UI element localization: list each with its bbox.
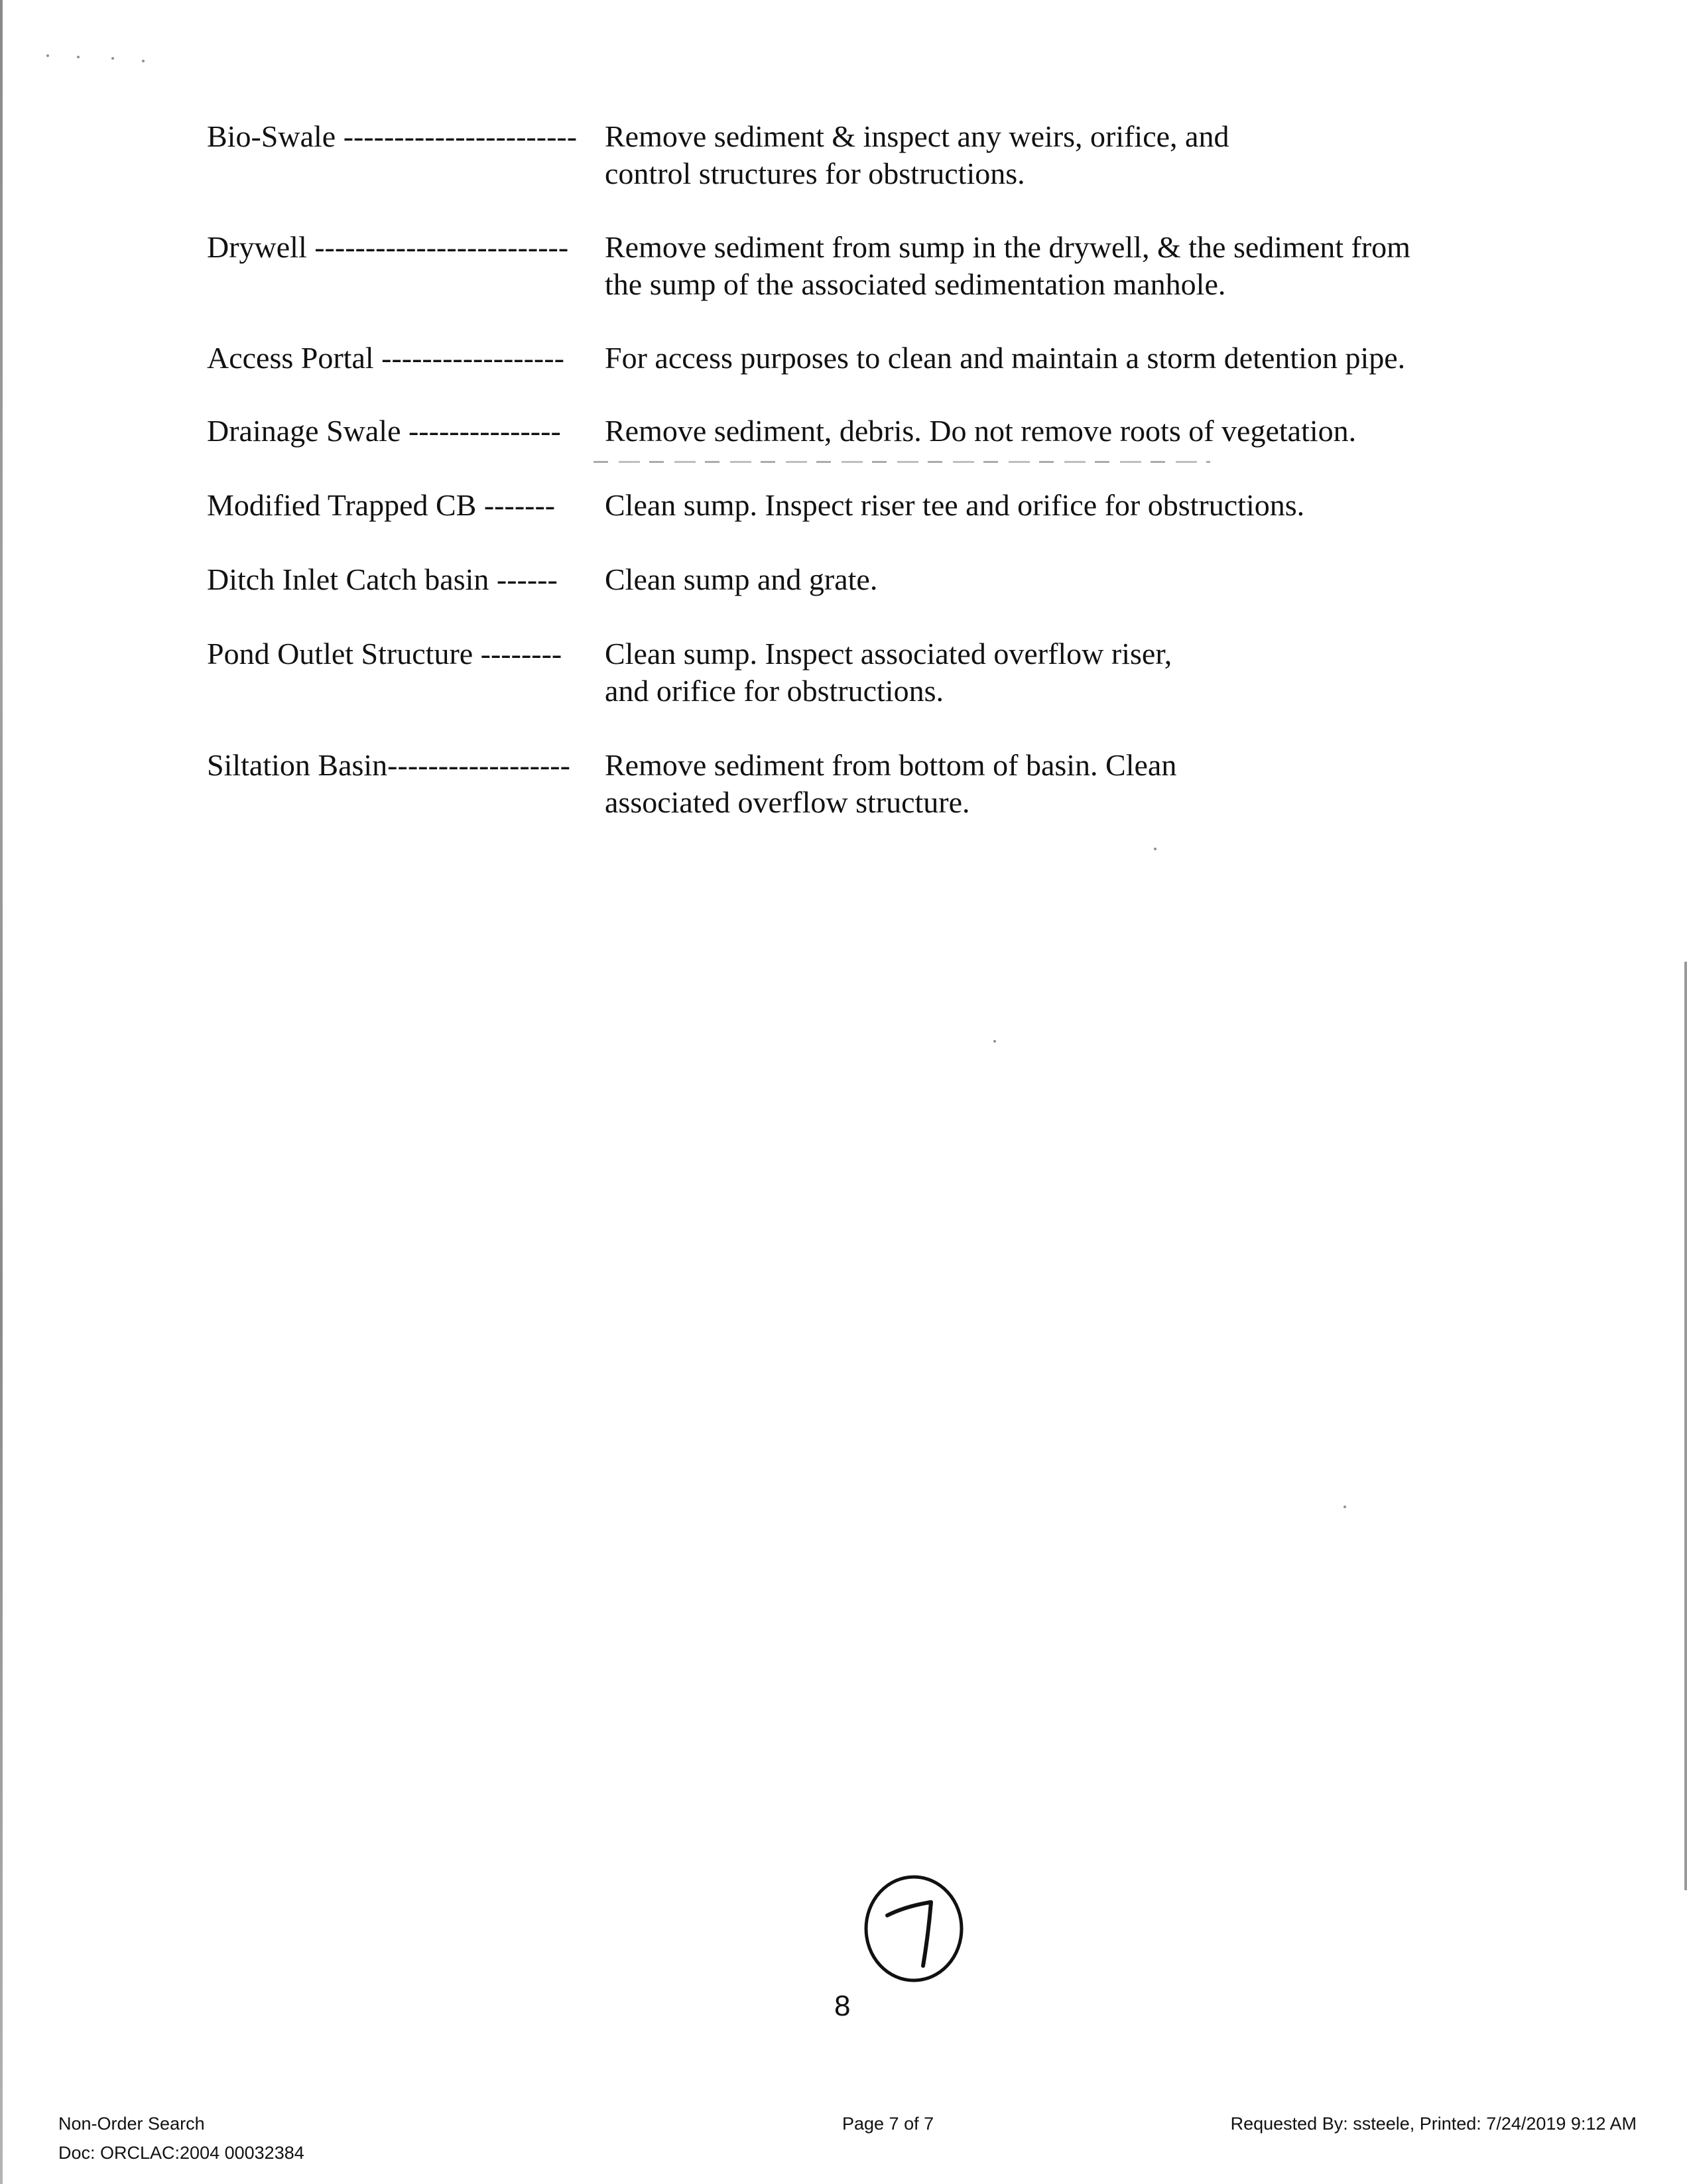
entry-term: Drywell ------------------------- (207, 230, 569, 264)
scan-smudge (594, 461, 1210, 463)
footer-search-type: Non-Order Search (58, 2114, 205, 2134)
scan-speck (111, 57, 114, 60)
entry-term: Pond Outlet Structure -------- (207, 637, 562, 671)
scan-speck (1154, 848, 1156, 850)
entry-term: Drainage Swale --------------- (207, 414, 561, 448)
entry-description: Remove sediment & inspect any weirs, orifice, and control structures for obstructions. (605, 119, 1229, 190)
scan-edge-right (1684, 962, 1687, 1890)
entry-term: Ditch Inlet Catch basin ------ (207, 562, 558, 596)
scan-speck (1343, 1506, 1346, 1508)
entry-description: Clean sump and grate. (605, 562, 878, 596)
footer-document-id: Doc: ORCLAC:2004 00032384 (58, 2143, 304, 2163)
footer-left (58, 2109, 304, 2167)
entry-term: Access Portal ------------------ (207, 341, 564, 375)
entry-term: Siltation Basin------------------ (207, 748, 570, 782)
footer-request-info: Requested By: ssteele, Printed: 7/24/2019 9:12 AM (1230, 2114, 1637, 2134)
scan-edge-left (0, 0, 3, 2184)
entry-description: Clean sump. Inspect riser tee and orifice for obstructions. (605, 488, 1305, 522)
footer-page-indicator: Page 7 of 7 (842, 2114, 934, 2134)
scan-speck (46, 54, 49, 57)
entry-description: Remove sediment, debris. Do not remove roots of vegetation. (605, 414, 1357, 448)
entry-description: Clean sump. Inspect associated overflow riser, and orifice for obstructions. (605, 637, 1172, 708)
scan-speck (993, 1040, 996, 1043)
entry-term: Modified Trapped CB ------- (207, 488, 556, 522)
page-number: 8 (834, 1990, 851, 2022)
entry-description: For access purposes to clean and maintain a storm detention pipe. (605, 341, 1406, 375)
handwritten-circled-number (859, 1868, 966, 1986)
scan-speck (142, 60, 145, 62)
print-footer (0, 2109, 1687, 2182)
entry-description: Remove sediment from sump in the drywell, & the sediment from the sump of the associated sedimentation manhole. (605, 230, 1410, 301)
entry-term: Bio-Swale ----------------------- (207, 119, 578, 153)
entry-description: Remove sediment from bottom of basin. Clean associated overflow structure. (605, 748, 1177, 819)
scan-speck (77, 56, 80, 58)
